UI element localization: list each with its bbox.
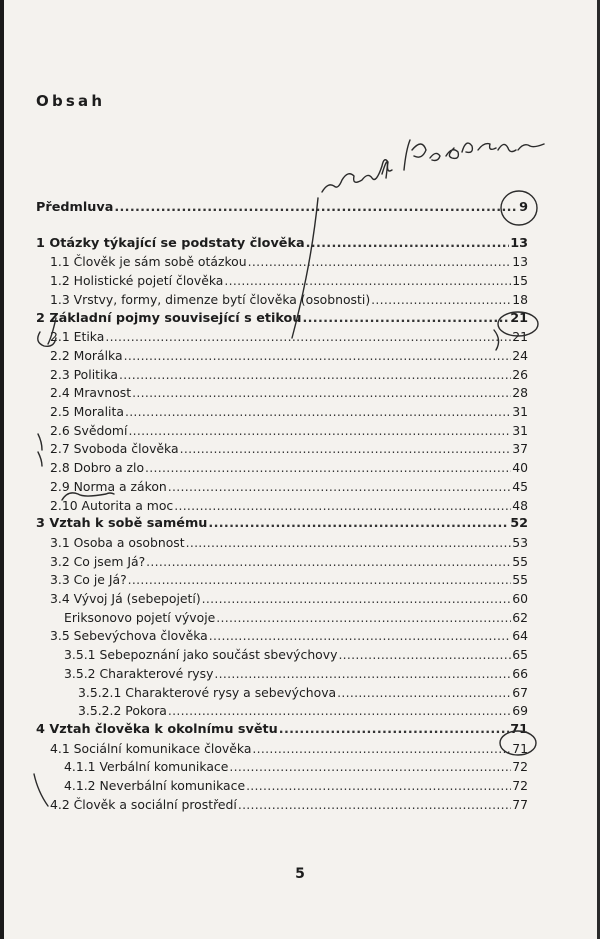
- dot-leader: [279, 721, 509, 740]
- dot-leader: [209, 627, 511, 646]
- toc-entry: [36, 366, 528, 385]
- toc-entry-label: 3.5.2 Charakterové rysy: [64, 665, 214, 681]
- dot-leader: [208, 515, 509, 534]
- toc-entry-label: 1.2 Holistické pojetí člověka: [50, 273, 224, 289]
- toc-entry: [36, 609, 528, 628]
- handwritten-note: [322, 140, 544, 192]
- toc-entry-label: 4.1.2 Neverbální komunikace: [64, 778, 246, 794]
- toc-entry-page: 52: [510, 516, 528, 532]
- dot-leader: [146, 553, 511, 572]
- toc-entry-page: 71: [512, 740, 528, 756]
- toc-entry: [36, 422, 528, 441]
- dot-leader: [125, 403, 511, 422]
- dot-leader: [238, 796, 511, 815]
- toc-entry: [36, 497, 528, 516]
- toc-entry-page: 13: [512, 254, 528, 270]
- toc-entry-page: 66: [512, 665, 528, 681]
- toc-entry-page: 21: [512, 329, 528, 345]
- toc-entry: [36, 740, 528, 759]
- toc-entry-page: 71: [510, 721, 528, 737]
- dot-leader: [180, 440, 512, 459]
- toc-entry-label: 2.10 Autorita a moc: [50, 497, 174, 513]
- page-title: Obsah: [36, 92, 106, 110]
- toc-entry-label: 3.5.1 Sebepoznání jako součást sbevýchovy: [64, 647, 338, 663]
- toc-entry-label: 3.3 Co je Já?: [50, 572, 127, 588]
- toc-entry-page: 9: [519, 200, 528, 215]
- toc-entry: [36, 590, 528, 609]
- toc-chapter-entry: [36, 235, 528, 254]
- dot-leader: [105, 328, 511, 347]
- toc-entry-label: 3.5.2.1 Charakterové rysy a sebevýchova: [78, 684, 337, 700]
- toc-entry: [36, 627, 528, 646]
- table-of-contents: [36, 199, 528, 815]
- toc-entry: [36, 384, 528, 403]
- page-edge-left: [0, 0, 4, 939]
- toc-entry-page: 31: [512, 422, 528, 438]
- toc-entry: [36, 758, 528, 777]
- toc-entry-page: 21: [510, 310, 528, 326]
- toc-entry-label: 1 Otázky týkající se podstaty člověka: [36, 235, 305, 251]
- toc-entry: [36, 291, 528, 310]
- dot-leader: [132, 384, 511, 403]
- toc-entry: [36, 272, 528, 291]
- dot-leader: [252, 740, 511, 759]
- toc-entry-page: 45: [512, 478, 528, 494]
- toc-entry-label: 3.5 Sebevýchova člověka: [50, 628, 208, 644]
- toc-entry-page: 26: [512, 366, 528, 382]
- toc-entry-page: 24: [512, 347, 528, 363]
- toc-entry-label: 2.2 Morálka: [50, 347, 123, 363]
- toc-chapter-entry: [36, 310, 528, 329]
- toc-entry-label: 4.1.1 Verbální komunikace: [64, 759, 229, 775]
- dot-leader: [337, 684, 511, 703]
- dot-leader: [229, 758, 511, 777]
- toc-preface-entry: [36, 199, 528, 218]
- toc-entry-label: 3.1 Osoba a osobnost: [50, 534, 185, 550]
- toc-entry: [36, 253, 528, 272]
- dot-leader: [338, 646, 511, 665]
- dot-leader: [145, 459, 511, 478]
- toc-entry-page: 60: [512, 591, 528, 607]
- toc-entry-label: 2 Základní pojmy související s etikou: [36, 310, 302, 326]
- toc-entry-page: 31: [512, 404, 528, 420]
- toc-entry: [36, 553, 528, 572]
- toc-entry-page: 40: [512, 460, 528, 476]
- toc-entry-page: 72: [512, 759, 528, 775]
- toc-entry-page: 69: [512, 703, 528, 719]
- toc-entry: [36, 796, 528, 815]
- toc-entry-page: 62: [512, 609, 528, 625]
- toc-entry-label: 1.1 Člověk je sám sobě otázkou: [50, 254, 247, 270]
- toc-entry-page: 67: [512, 684, 528, 700]
- toc-entry-page: 18: [512, 291, 528, 307]
- dot-leader: [128, 571, 512, 590]
- dot-leader: [246, 777, 511, 796]
- page-number: 5: [295, 866, 305, 882]
- dot-leader: [174, 497, 511, 516]
- toc-entry: [36, 347, 528, 366]
- dot-leader: [124, 347, 512, 366]
- toc-entry-label: 2.9 Norma a zákon: [50, 478, 167, 494]
- toc-entry-page: 15: [512, 273, 528, 289]
- toc-entry-page: 53: [512, 534, 528, 550]
- dot-leader: [168, 478, 511, 497]
- toc-entry-label: 3 Vztah k sobě samému: [36, 516, 208, 532]
- toc-entry: [36, 684, 528, 703]
- toc-entry: [36, 459, 528, 478]
- toc-entry-page: 77: [512, 796, 528, 812]
- toc-entry-label: 3.5.2.2 Pokora: [78, 703, 167, 719]
- toc-chapter-entry: [36, 515, 528, 534]
- dot-leader: [214, 665, 511, 684]
- toc-entry-label: Předmluva: [36, 200, 114, 215]
- toc-entry: [36, 328, 528, 347]
- toc-entry: [36, 440, 528, 459]
- toc-entry-page: 37: [512, 441, 528, 457]
- toc-entry-label: 4 Vztah člověka k okolnímu světu: [36, 721, 278, 737]
- dot-leader: [302, 310, 509, 329]
- toc-entry-page: 13: [510, 235, 528, 251]
- dot-leader: [306, 235, 510, 254]
- toc-chapter-entry: [36, 721, 528, 740]
- toc-entry-page: 72: [512, 778, 528, 794]
- toc-entry: [36, 702, 528, 721]
- toc-entry-label: 2.1 Etika: [50, 329, 105, 345]
- toc-entry-page: 48: [512, 497, 528, 513]
- toc-entry: [36, 646, 528, 665]
- toc-entry-label: 2.8 Dobro a zlo: [50, 460, 145, 476]
- toc-entry-label: 2.3 Politika: [50, 366, 118, 382]
- dot-leader: [224, 272, 511, 291]
- dot-leader: [119, 366, 511, 385]
- toc-entry-page: 28: [512, 385, 528, 401]
- toc-entry: [36, 777, 528, 796]
- toc-entry: [36, 665, 528, 684]
- toc-entry: [36, 478, 528, 497]
- dot-leader: [216, 609, 511, 628]
- dot-leader: [186, 534, 512, 553]
- dot-leader: [128, 422, 511, 441]
- dot-leader: [248, 253, 512, 272]
- toc-entry: [36, 571, 528, 590]
- toc-entry-label: 2.6 Svědomí: [50, 422, 128, 438]
- toc-entry-page: 65: [512, 647, 528, 663]
- toc-entry-page: 55: [512, 572, 528, 588]
- toc-entry: [36, 403, 528, 422]
- toc-entry-label: 2.7 Svoboda člověka: [50, 441, 179, 457]
- toc-entry-page: 64: [512, 628, 528, 644]
- toc-entry-page: 55: [512, 553, 528, 569]
- dot-leader: [202, 590, 512, 609]
- dot-leader: [168, 702, 511, 721]
- dot-leader: [114, 199, 518, 218]
- toc-entry-label: 4.2 Člověk a sociální prostředí: [50, 796, 237, 812]
- toc-entry-label: Eriksonovo pojetí vývoje: [64, 609, 216, 625]
- dot-leader: [371, 291, 511, 310]
- toc-entry-label: 1.3 Vrstvy, formy, dimenze bytí člověka (osobnosti): [50, 291, 371, 307]
- toc-entry: [36, 534, 528, 553]
- toc-entry-label: 3.2 Co jsem Já?: [50, 553, 146, 569]
- toc-entry-label: 3.4 Vývoj Já (sebepojetí): [50, 591, 201, 607]
- toc-entry-label: 2.4 Mravnost: [50, 385, 132, 401]
- toc-entry-label: 2.5 Moralita: [50, 404, 124, 420]
- toc-entry-label: 4.1 Sociální komunikace člověka: [50, 740, 252, 756]
